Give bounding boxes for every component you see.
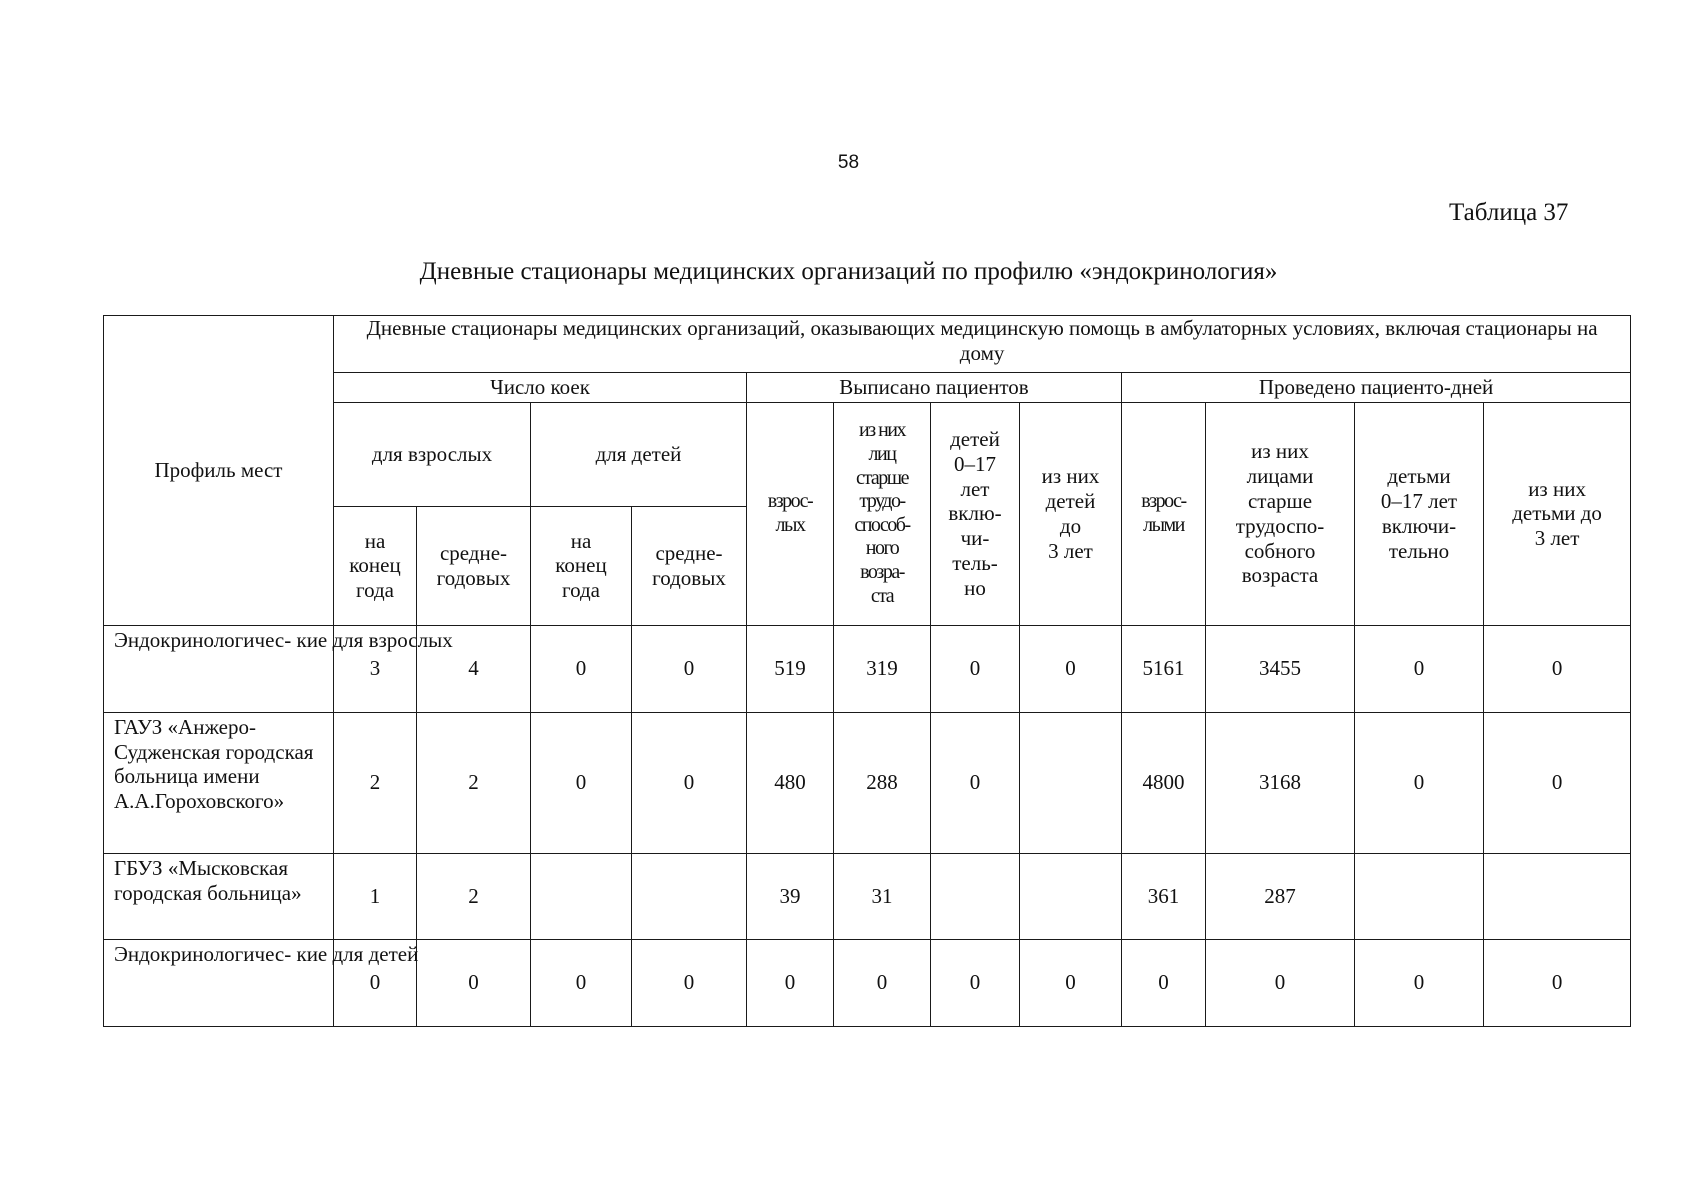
header-row-2 [104,373,1631,403]
table-cell: 5161 [1122,625,1206,712]
header-row-3 [104,402,1631,506]
table-cell: 3455 [1206,625,1355,712]
profile-header: Профиль мест [104,316,334,626]
days-under3-header: из них детьми до 3 лет [1484,402,1631,625]
document-title: Дневные стационары медицинских организаций по профилю «эндокринология» [419,258,1278,285]
table-cell: 0 [931,939,1020,1026]
row-label: Эндокринологичес- кие для взрослых [104,625,334,712]
table-cell [1020,853,1122,939]
adults-end-of-year-header: на конец года [334,506,417,625]
table-cell: 31 [834,853,931,939]
group-header: Дневные стационары медицинских организаций, оказывающих медицинскую помощь в амбулаторных условиях, включая стационары на дому [334,316,1631,373]
table-cell: 0 [1020,939,1122,1026]
adults-beds-header: для взрослых [334,402,531,506]
row-label: ГАУЗ «Анжеро-Судженская городская больница имени А.А.Гороховского» [104,712,334,853]
table-cell [931,853,1020,939]
table-cell: 0 [1355,712,1484,853]
table-cell: 319 [834,625,931,712]
discharged-under3-header: из них детей до 3 лет [1020,402,1122,625]
table-cell: 3168 [1206,712,1355,853]
table-cell: 480 [747,712,834,853]
table-cell: 1 [334,853,417,939]
days-elderly-header: из них лицами старше трудоспо- собного возраста [1206,402,1355,625]
table-cell: 519 [747,625,834,712]
table-cell [1020,712,1122,853]
table-cell: 0 [931,625,1020,712]
table-cell [531,853,632,939]
discharged-header: Выписано пациентов [747,373,1122,403]
table-cell: 287 [1206,853,1355,939]
table-cell: 0 [1484,939,1631,1026]
table-row [104,939,1631,1026]
table-cell: 0 [531,625,632,712]
table-cell: 3 [334,625,417,712]
table-cell: 0 [931,712,1020,853]
table-cell: 0 [632,939,747,1026]
row-label: ГБУЗ «Мысковская городская больница» [104,853,334,939]
table-cell: 39 [747,853,834,939]
days-children-header: детьми 0–17 лет включи- тельно [1355,402,1484,625]
table-cell: 4 [417,625,531,712]
table-cell [1355,853,1484,939]
table-cell: 0 [531,712,632,853]
table-row [104,853,1631,939]
table-row [104,625,1631,712]
table-cell: 2 [417,712,531,853]
table-cell: 0 [1355,939,1484,1026]
table-cell: 288 [834,712,931,853]
discharged-children-header: детей 0–17 лет вклю- чи- тель- но [931,402,1020,625]
table-cell: 0 [1484,712,1631,853]
adults-avg-annual-header: средне- годовых [417,506,531,625]
table-row [104,712,1631,853]
children-end-of-year-header: на конец года [531,506,632,625]
patient-days-header: Проведено пациенто-дней [1122,373,1631,403]
table-cell: 0 [1206,939,1355,1026]
children-beds-header: для детей [531,402,747,506]
beds-header: Число коек [334,373,747,403]
table-cell: 0 [1484,625,1631,712]
table-cell [1484,853,1631,939]
days-adults-header: взрос- лыми [1122,402,1206,625]
table-cell [632,853,747,939]
table-cell: 0 [834,939,931,1026]
table-label: Таблица 37 [1449,199,1569,226]
page-number: 58 [837,152,860,173]
table-cell: 0 [417,939,531,1026]
table-cell: 0 [1020,625,1122,712]
table-cell: 0 [334,939,417,1026]
table-cell: 4800 [1122,712,1206,853]
table-cell: 361 [1122,853,1206,939]
table-cell: 0 [632,712,747,853]
table-cell: 2 [417,853,531,939]
table-cell: 0 [531,939,632,1026]
table-cell: 0 [632,625,747,712]
discharged-adults-header: взрос- лых [747,402,834,625]
table-cell: 0 [747,939,834,1026]
children-avg-annual-header: средне- годовых [632,506,747,625]
table-cell: 0 [1122,939,1206,1026]
table-cell: 0 [1355,625,1484,712]
header-row-1 [104,316,1631,373]
table-cell: 2 [334,712,417,853]
discharged-elderly-header: из них лиц старше трудо- способ- ного возра- ста [834,402,931,625]
data-table [103,315,1631,1027]
row-label: Эндокринологичес- кие для детей [104,939,334,1026]
